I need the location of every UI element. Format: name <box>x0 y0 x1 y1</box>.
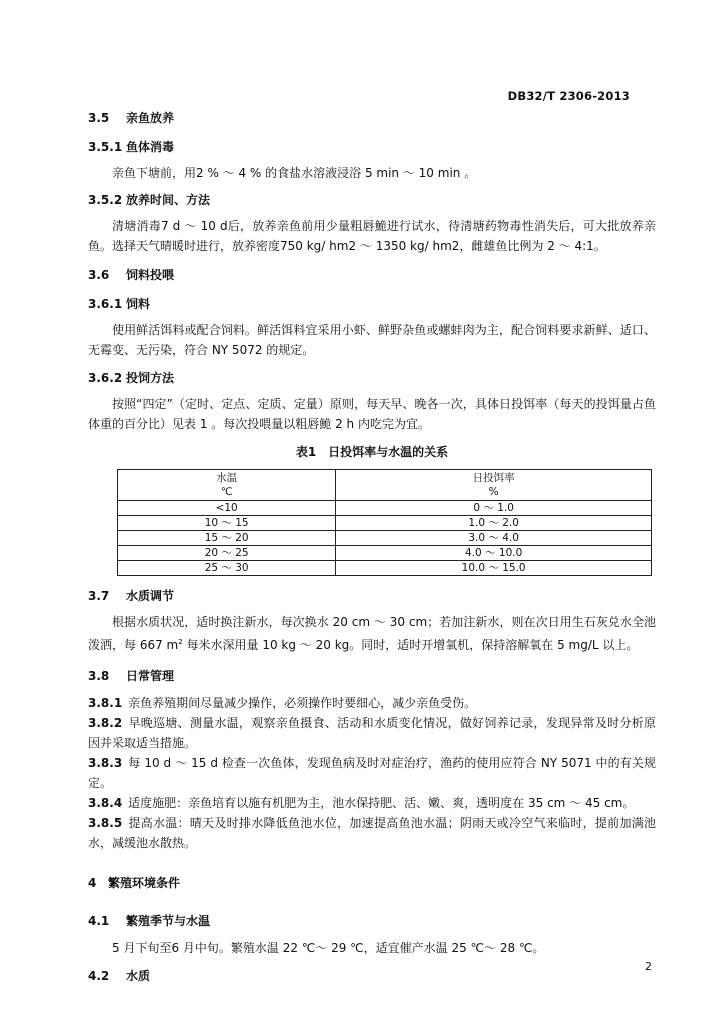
cell-rate: 1.0 ～ 2.0 <box>336 516 652 531</box>
table-row <box>118 531 652 546</box>
paragraph-3-7-part-a: 根据水质状况，适时换注新水，每次换水 20 cm ～ 30 cm；若加注新水，则在次日用生石灰兑水全池泼洒，每 667 m <box>88 615 656 652</box>
paragraph-3-6-1: 使用鲜活饵料或配合饲料。鲜活饵料宜采用小虾、鲜野杂鱼或螺蚌肉为主，配合饲料要求新鲜、适口、无霉变、无污染，符合 NY 5072 的规定。 <box>88 323 656 357</box>
section-title: 鱼体消毒 <box>126 140 175 154</box>
header-feeding-rate-unit: % <box>488 486 499 498</box>
list-item <box>88 813 656 853</box>
paragraph-4-1: 5 月下旬至6 月中旬。繁殖水温 22 ℃～ 29 ℃，适宜催产水温 25 ℃～ 28 ℃。 <box>112 941 545 955</box>
section-title: 放养时间、方法 <box>126 193 211 207</box>
section-heading-3-5 <box>88 110 656 126</box>
table-header-row <box>118 470 652 501</box>
item-text: 早晚巡塘、测量水温，观察亲鱼摄食、活动和水质变化情况，做好饲养记录，发现异常及时分析原因并采取适当措施。 <box>88 716 656 750</box>
table-caption: 表1 日投饵率与水温的关系 <box>295 445 449 459</box>
section-title: 繁殖季节与水温 <box>126 914 211 928</box>
section-number: 4 <box>88 876 97 890</box>
cell-temp: 20 ～ 25 <box>118 546 336 561</box>
section-heading-3-6-1 <box>88 296 656 312</box>
list-item <box>88 693 656 713</box>
standard-code: DB32/T 2306-2013 <box>507 89 630 103</box>
table-row <box>118 516 652 531</box>
section-number: 3.5.1 <box>88 140 123 154</box>
section-title: 亲鱼放养 <box>126 111 175 125</box>
item-text: 适度施肥：亲鱼培育以施有机肥为主，池水保持肥、活、嫩、爽，透明度在 35 cm ～ 45 cm。 <box>128 796 635 810</box>
section-title: 饲料投喂 <box>126 268 175 282</box>
section-title: 水质调节 <box>126 589 175 603</box>
section-number: 3.6.2 <box>88 371 123 385</box>
table-row <box>118 561 652 576</box>
section-title: 水质 <box>126 969 151 983</box>
section-heading-4-2 <box>88 968 656 984</box>
item-number: 3.8.4 <box>88 796 123 810</box>
cell-temp: 15 ～ 20 <box>118 531 336 546</box>
section-heading-3-6-2 <box>88 370 656 386</box>
section-title: 日常管理 <box>126 669 175 683</box>
cell-rate: 0 ～ 1.0 <box>336 501 652 516</box>
item-number: 3.8.3 <box>88 756 123 770</box>
item-text: 提高水温：晴天及时排水降低鱼池水位，加速提高鱼池水温；阴雨天或冷空气来临时，提前加满池水，减缓池水散热。 <box>88 816 656 850</box>
paragraph-3-7-part-b: 每米水深用量 10 kg ～ 20 kg。同时，适时开增氧机，保持溶解氧在 5 mg/L 以上。 <box>182 638 639 652</box>
section-heading-3-6 <box>88 267 656 283</box>
item-number: 3.8.2 <box>88 716 123 730</box>
cell-temp: <10 <box>118 501 336 516</box>
feeding-rate-table <box>117 469 652 576</box>
item-number: 3.8.1 <box>88 696 123 710</box>
cell-rate: 3.0 ～ 4.0 <box>336 531 652 546</box>
header-water-temp <box>118 470 336 501</box>
document-body <box>88 110 656 984</box>
cell-temp: 25 ～ 30 <box>118 561 336 576</box>
table-row <box>118 501 652 516</box>
cell-temp: 10 ～ 15 <box>118 516 336 531</box>
list-item <box>88 753 656 793</box>
section-heading-3-8 <box>88 668 656 684</box>
section-number: 3.5 <box>88 111 110 125</box>
item-number: 3.8.5 <box>88 816 123 830</box>
section-heading-3-7 <box>88 588 656 604</box>
list-item <box>88 793 656 813</box>
paragraph-3-6-2: 按照“四定”（定时、定点、定质、定量）原则，每天早、晚各一次，具体日投饵率（每天的投饵量占鱼体重的百分比）见表 1 。每次投喂量以粗唇鮠 2 h 内吃完为宜。 <box>88 397 656 431</box>
header-feeding-rate <box>336 470 652 501</box>
header-water-temp-label: 水温 <box>216 472 238 484</box>
section-heading-4-1 <box>88 913 656 929</box>
page-number: 2 <box>645 960 652 973</box>
section-number: 3.6 <box>88 268 110 282</box>
daily-management-list <box>88 693 656 853</box>
header-water-temp-unit: ℃ <box>220 486 233 498</box>
section-number: 3.5.2 <box>88 193 123 207</box>
item-text: 每 10 d ～ 15 d 检查一次鱼体，发现鱼病及时对症治疗，渔药的使用应符合 NY 5071 中的有关规定。 <box>88 756 656 790</box>
section-heading-3-5-1 <box>88 139 656 155</box>
section-title: 饲料 <box>126 297 151 311</box>
cell-rate: 10.0 ～ 15.0 <box>336 561 652 576</box>
section-number: 4.1 <box>88 914 110 928</box>
cell-rate: 4.0 ～ 10.0 <box>336 546 652 561</box>
section-heading-4 <box>88 875 656 891</box>
section-heading-3-5-2 <box>88 192 656 208</box>
table-row <box>118 546 652 561</box>
paragraph-3-7 <box>88 612 656 655</box>
header-feeding-rate-label: 日投饵率 <box>472 472 515 484</box>
section-title: 繁殖环境条件 <box>108 876 181 890</box>
item-text: 亲鱼养殖期间尽量减少操作，必须操作时要细心，减少亲鱼受伤。 <box>128 696 477 710</box>
superscript-2: 2 <box>178 638 183 646</box>
section-number: 3.8 <box>88 669 110 683</box>
list-item <box>88 713 656 753</box>
section-title: 投饲方法 <box>126 371 175 385</box>
section-number: 3.6.1 <box>88 297 123 311</box>
section-number: 4.2 <box>88 969 110 983</box>
section-number: 3.7 <box>88 589 110 603</box>
paragraph-3-5-1: 亲鱼下塘前，用2 % ～ 4 % 的食盐水溶液浸浴 5 min ～ 10 min 。 <box>112 166 477 180</box>
paragraph-3-5-2: 清塘消毒7 d ～ 10 d后，放养亲鱼前用少量粗唇鮠进行试水，待清塘药物毒性消失后，可大批放养亲鱼。选择天气晴暖时进行，放养密度750 kg/ hm2 ～ 1350 kg/ hm2，雌雄鱼比例为 2 ～ 4:1。 <box>88 219 656 253</box>
